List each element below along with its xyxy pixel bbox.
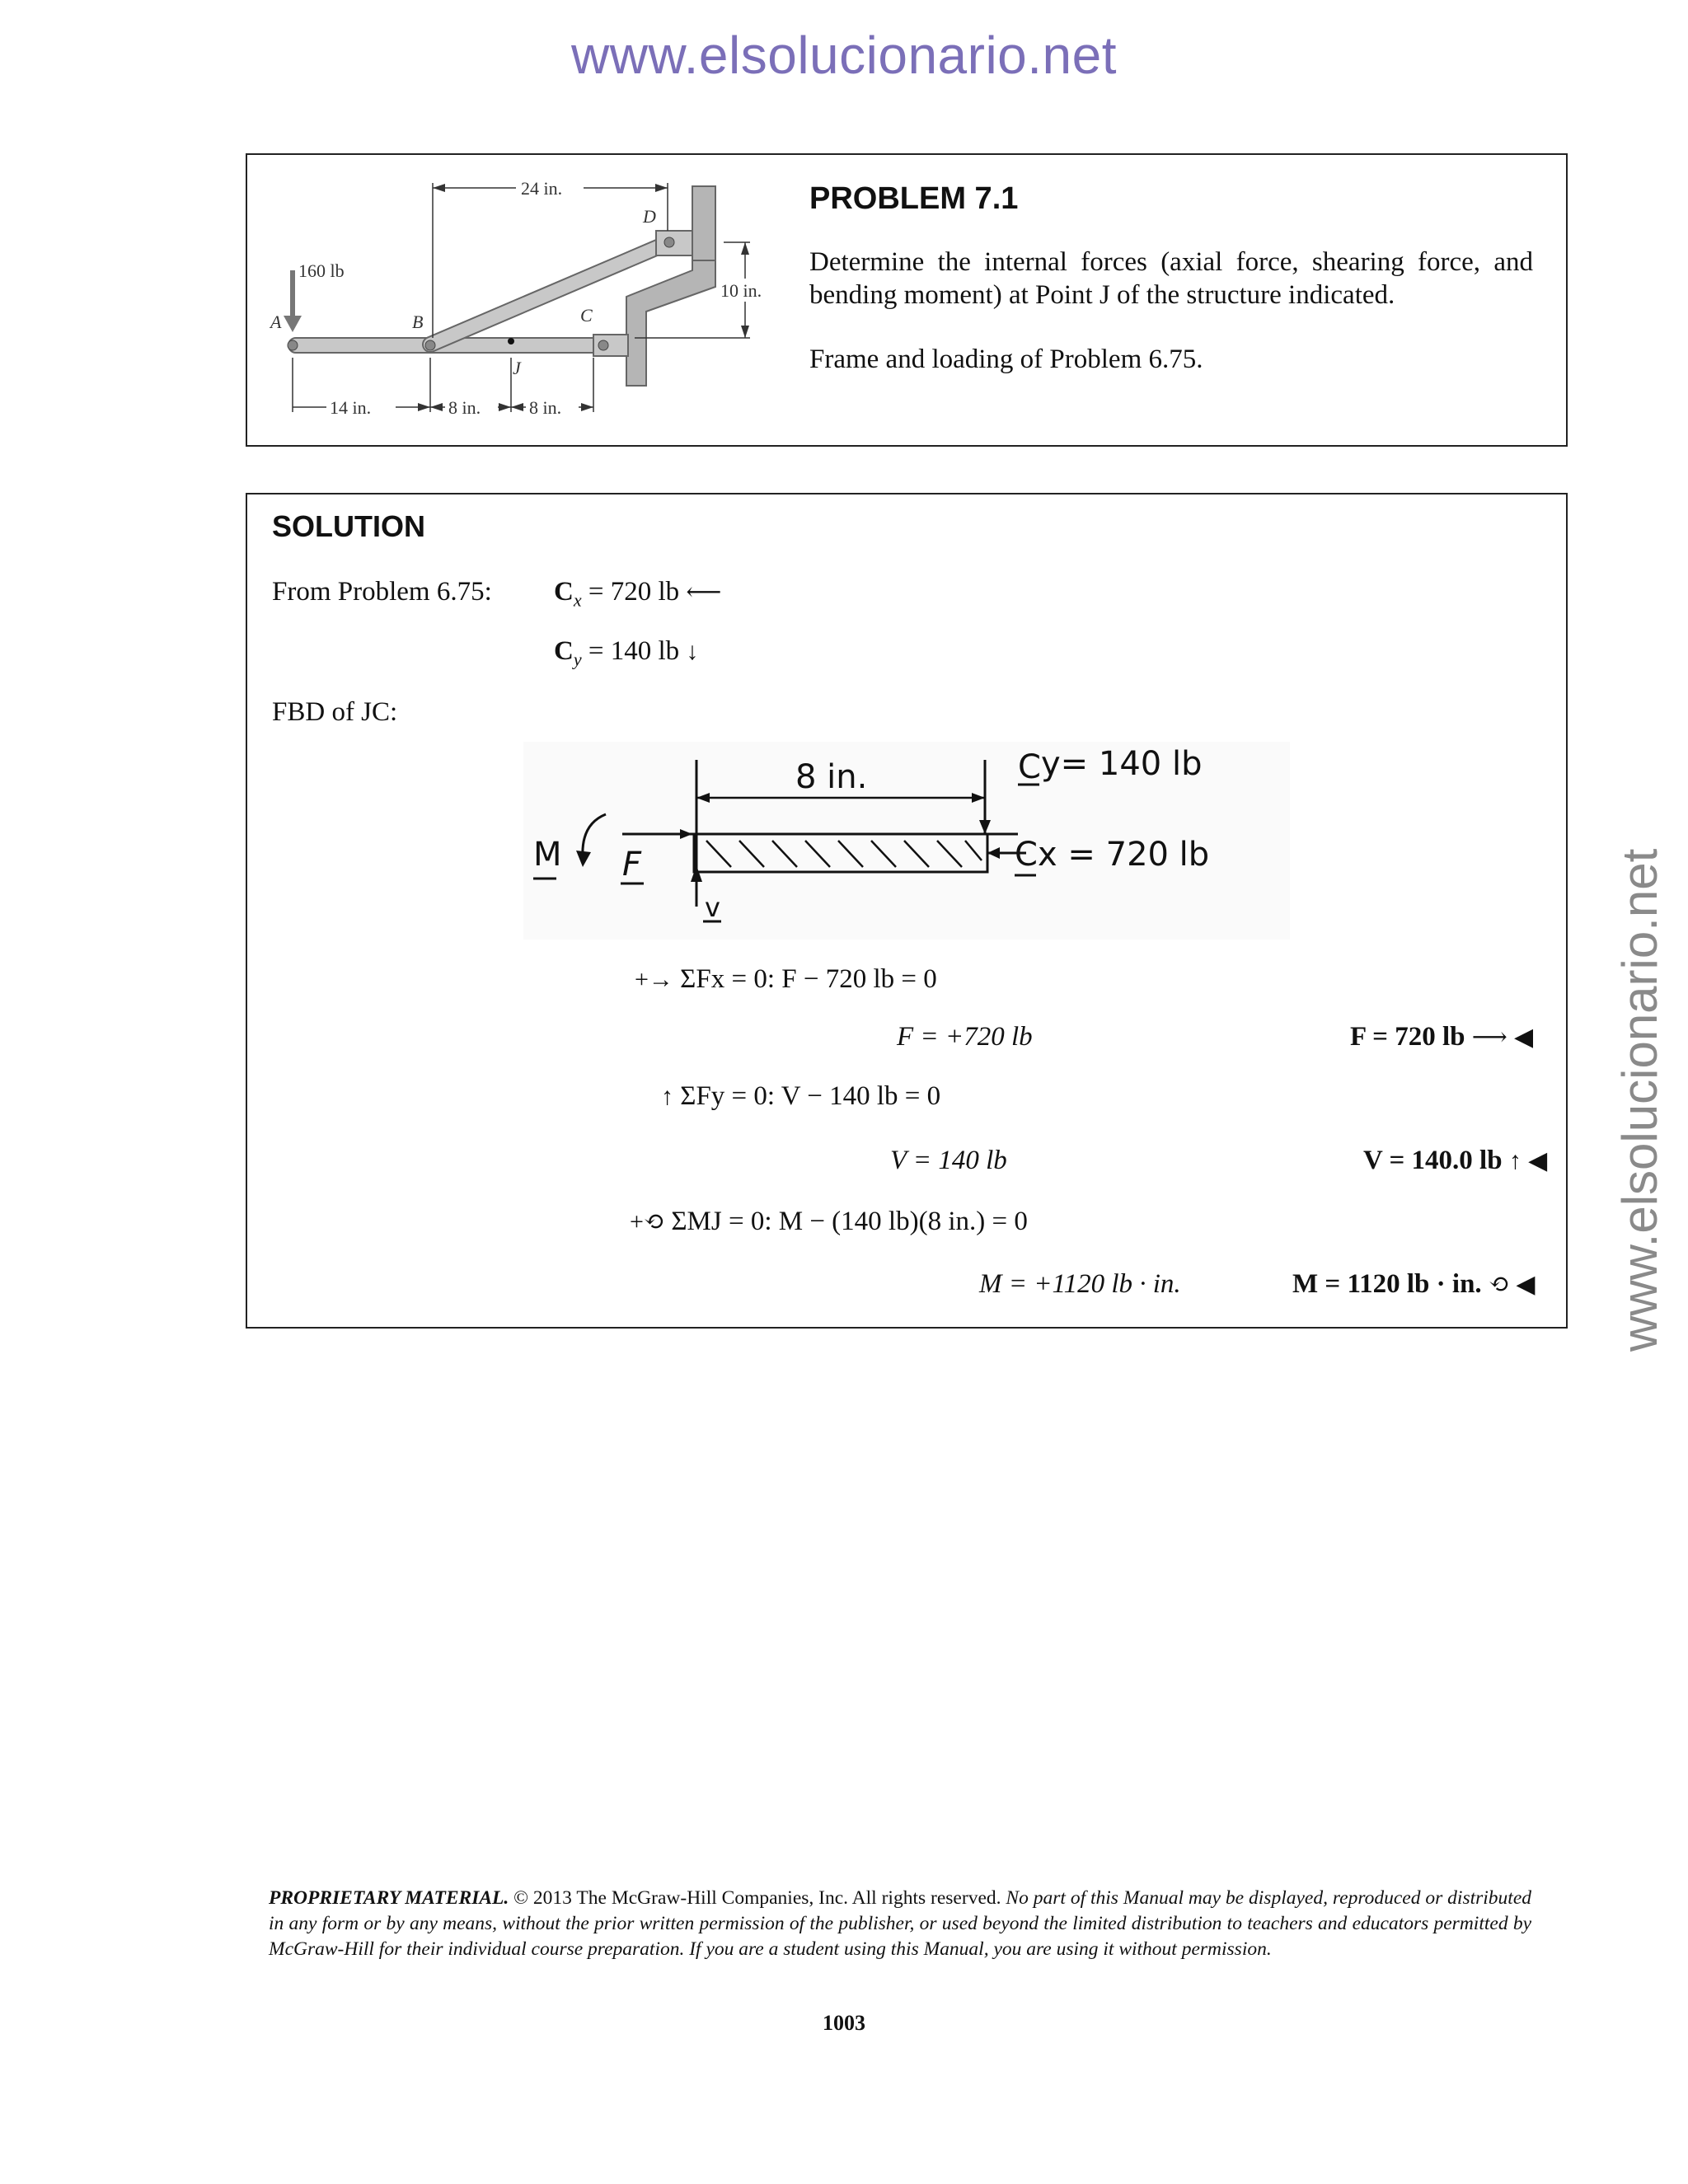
fbd-figure [523,742,1290,940]
eq1-answer [1350,1022,1533,1052]
eq2-text: ΣFy = 0: V − 140 lb = 0 [680,1081,941,1111]
problem-text: Determine the internal forces (axial force, shearing force, and bending moment) at Point J of the structure indicated. [809,247,1533,310]
problem-figure [247,155,775,435]
wall-bracket [626,260,715,386]
eq3-result: M = +1120 lb · in. [979,1269,1181,1299]
ccw-moment-plus-icon: +⟲ [630,1208,665,1235]
down-arrow-icon: ↓ [686,638,699,665]
ccw-moment-icon: ⟲ [1488,1271,1510,1298]
from-label: From Problem 6.75: [272,577,492,607]
cy-value: = 140 lb [588,636,680,666]
cx-value: = 720 lb [588,577,680,607]
problem-box [246,153,1568,447]
eq1-result: F = +720 lb [897,1022,1033,1052]
cy-equation: $C_y = 140$ lb ↓ [554,636,699,670]
fbd-m-label: M [533,836,562,874]
dim-vert-label: 10 in. [720,280,762,301]
label-c: C [580,305,593,326]
eq3-text: ΣMJ = 0: M − (140 lb)(8 in.) = 0 [671,1207,1028,1236]
pin-b [425,340,435,350]
eq1-answer-text: F = 720 lb [1350,1022,1465,1052]
load-label: 160 lb [298,260,345,281]
eq3-answer-text: M = 1120 lb · in. [1292,1269,1482,1299]
right-arrow-icon: ⟶ [1471,1024,1507,1051]
footer-italic: No part of this Manual may be displayed, reproduced or distributed in any form or by any means, without the prior written permission of the publisher, or used beyond the limited distribution to teachers and educators permitted by McGraw-Hill for their individual course preparation. If you are a student using this Manual, you are using it without permission. [269,1887,1531,1960]
fbd-cx-label: x = 720 lb [1038,836,1210,874]
label-a: A [270,312,282,332]
eq2 [661,1081,940,1112]
up-arrow-icon: ↑ [1508,1147,1522,1174]
pin-a [288,340,298,350]
problem-subtext: Frame and loading of Problem 6.75. [809,344,1203,374]
pin-d [664,237,674,247]
eq2-result: V = 140 lb [890,1146,1007,1175]
dim-top-label: 24 in. [521,178,563,199]
dim-bottom-3: 8 in. [529,397,562,418]
up-arrow-plus-icon: ↑ [661,1083,673,1110]
label-b: B [412,312,424,332]
watermark-top[interactable]: www.elsolucionario.net [571,26,1117,85]
footer-normal: © 2013 The McGraw-Hill Companies, Inc. All rights reserved. [509,1887,1006,1909]
problem-title: PROBLEM 7.1 [809,181,1019,216]
label-d: D [643,206,656,227]
fbd-cy-c: C [1018,748,1041,786]
dim-bottom-2: 8 in. [448,397,481,418]
fbd-label: FBD of JC: [272,697,398,727]
answer-marker-icon: ◀ [1528,1147,1548,1174]
wall [692,186,715,260]
footer-bold: PROPRIETARY MATERIAL. [269,1887,509,1909]
fbd-v-label: v [705,892,720,923]
dim-bottom-1: 14 in. [330,397,372,418]
page-number: 1003 [823,2011,865,2035]
eq2-answer-text: V = 140.0 lb [1363,1146,1503,1175]
cx-equation: $C_x = 720$ lb ⟵ [554,577,722,611]
eq2-answer [1363,1146,1547,1176]
eq1-text: ΣFx = 0: F − 720 lb = 0 [680,964,937,994]
pin-c [598,340,608,350]
point-j [508,338,514,344]
answer-marker-icon: ◀ [1516,1271,1536,1298]
fbd-cy-label: y= 140 lb [1041,745,1203,783]
eq1 [635,964,937,995]
fbd-cx-c: C [1015,836,1038,874]
answer-marker-icon: ◀ [1514,1024,1534,1051]
solution-title: SOLUTION [272,509,425,543]
eq3-answer [1292,1269,1535,1300]
left-arrow-icon: ⟵ [686,579,722,606]
solution-box [246,493,1568,1329]
eq3 [630,1207,1028,1237]
label-j: J [513,358,521,378]
right-arrow-plus-icon: +→ [635,966,673,993]
fbd-f-label: F [622,846,642,883]
fbd-length-label: 8 in. [795,758,868,796]
copyright-footer [269,1886,1531,1962]
watermark-side: www.elsolucionario.net [1612,848,1667,1352]
